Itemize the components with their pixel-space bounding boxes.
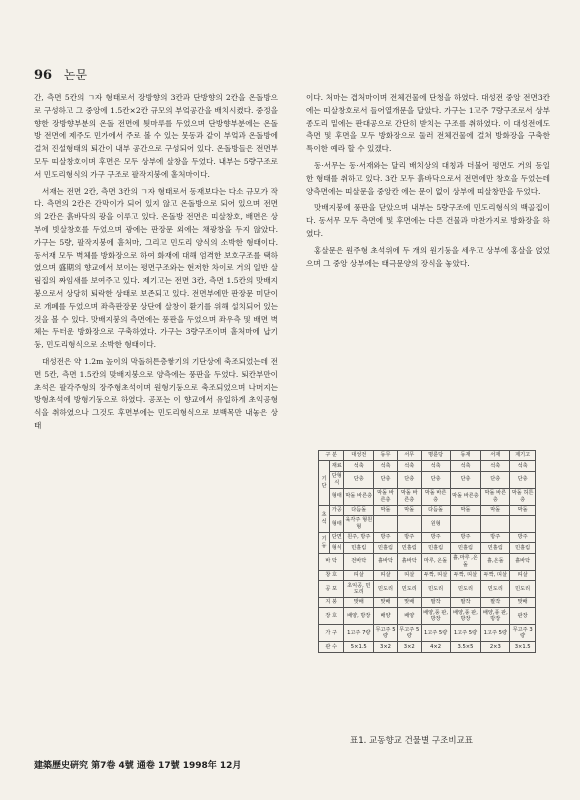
table-row [319,505,536,515]
table-cell: 무고주 3량 [510,625,536,642]
table-cell: 민도리 [421,581,450,598]
table-cell: 마루, 온돌 [421,553,450,570]
table-row [319,608,536,625]
table-row [319,570,536,580]
page-number: 96 [34,68,53,83]
table-header: 제기고 [510,451,536,461]
table-cell [510,516,536,533]
table-cell: 단층 [397,471,421,488]
table-cell: 3×2 [397,642,421,652]
table-cell: 3.5×5 [450,642,481,652]
table-cell: 막돌 [481,505,510,515]
table-cell: 단층 [374,471,398,488]
table-cell: 맞배 [374,598,398,608]
table-cell: 흙바닥 [374,553,398,570]
table-cell: 단층 [510,471,536,488]
table-cell: 배양,풍 판,방장 [481,608,510,625]
table-cell: 형태 [330,488,344,505]
paragraph: 대성전은 약 1.2m 높이의 막돌허튼층쌓기의 기단상에 축조되었는데 전면 5칸, 측면 1.5칸의 맞배지붕으로 양측에는 풍판을 두었다. 퇴칸부만이 초석은 팔각주형의 장주형초석이며 원형기둥으로 축조되었으며 나머지는 방형초석에 방형기둥으로 하였다. 공포는 이 향교에서 유일하게 초익공형식을 취하였으나 그것도 후면부에는 민도리형식으로 보백목만 내놓은 상태 [34,356,278,430]
table-cell: 두짝, 띠살 [481,570,510,580]
table-cell: 막돌 바른층 [481,488,510,505]
table-cell: 막돌 바른층 [421,488,450,505]
table-cell: 기단 [319,461,330,505]
table-cell: 다듬돌 [421,505,450,515]
table-cell: 초익공, 민도리 [344,581,374,598]
table-cell [481,516,510,533]
table-cell: 띠살 [510,570,536,580]
table-row [319,642,536,652]
table-cell: 장 호 [319,608,344,625]
table-cell: 띠살 [397,570,421,580]
table-cell: 흙바닥 [510,553,536,570]
table-row [319,625,536,642]
table-cell: 재료 [330,461,344,471]
table-cell: 지 붕 [319,598,344,608]
table-header: 동재 [450,451,481,461]
table-header: 대성전 [344,451,374,461]
table-cell: 띠살 [374,570,398,580]
table-cell: 막돌 [374,505,398,515]
table-cell: 단층 [481,471,510,488]
table-cell: 팔작 [421,598,450,608]
table-cell: 민흘림 [481,543,510,553]
table-cell: 석축 [344,461,374,471]
table-cell: 육각주 형원형 [344,516,374,533]
table-cell: 원형 [421,516,450,533]
table-cell: 민도리 [450,581,481,598]
table-cell: 석축 [397,461,421,471]
table-cell: 5×1.5 [344,642,374,652]
paragraph: 홍살문은 원주형 초석위에 두 개의 원기둥을 세우고 상부에 홍살을 얹었으며 그 중앙 상부에는 태극문양의 장식을 놓았다. [306,245,550,268]
table-cell: 다듬돌 [344,505,374,515]
table-cell: 막돌 [510,505,536,515]
table-cell: 두짝, 띠살 [450,570,481,580]
table-header: 구 분 [319,451,344,461]
table-cell: 흙,마루 ,온돌 [450,553,481,570]
table-cell: 4×2 [421,642,450,652]
table-cell: 관 수 [319,642,344,652]
table-header: 서무 [397,451,421,461]
table-cell: 단면 [330,533,344,543]
table-cell: 3×1.5 [510,642,536,652]
journal-footer: 建築歷史硏究 第7卷 4號 通卷 17號 1998年 12月 [34,761,242,771]
table-cell: 방주 [510,533,536,543]
table-cell: 형식 [330,543,344,553]
table-cell: 막돌 바른층 [374,488,398,505]
table-cell: 초석 [319,505,330,532]
table-cell: 방주 [374,533,398,543]
table-cell: 기둥 [319,533,330,554]
table-cell: 단층 [421,471,450,488]
table-cell: 방주 [481,533,510,543]
table-cell: 단층 [450,471,481,488]
table-cell: 흙바닥 [397,553,421,570]
table-cell: 형태 [330,516,344,533]
table-cell: 방주 [450,533,481,543]
table-cell: 막돌 [397,505,421,515]
table-cell: 배양,풍 판,방장 [450,608,481,625]
table-row [319,533,536,543]
table-row [319,581,536,598]
table-row [319,461,536,471]
table-cell: 민도리 [481,581,510,598]
table-header: 서재 [481,451,510,461]
table-caption: 표1. 교동향교 건물별 구조비교표 [350,736,473,746]
table-cell: 2×3 [481,642,510,652]
table-cell: 맞배 [344,598,374,608]
table-cell: 팔작 [481,598,510,608]
table-cell: 1고주 5량 [421,625,450,642]
table-cell: 단형식 [330,471,344,488]
table-cell: 팔작 [450,598,481,608]
table-cell: 막돌 허튼층 [510,488,536,505]
table-cell: 민흘림 [450,543,481,553]
table-cell: 흙,온돌 [481,553,510,570]
table-cell: 1고주 5량 [450,625,481,642]
table-cell: 배양 [397,608,421,625]
table-row [319,543,536,553]
paragraph: 이다. 처마는 겹처마이며 전체건물에 단청을 하였다. 대성전 중앙 전면3칸에는 띠살창호로서 들어열개문을 달았다. 가구는 1고주 7량구조로서 상부 종도리 밑에는 판대공으로 간단히 받치는 구조를 취하였다. 이 대성전에도 측면 및 후면을 모두 방화장으로 둘러 전체건물에 걸쳐 방화장을 구축한 특이한 예라 할 수 있겠다. [306,93,550,154]
table-cell: 석축 [510,461,536,471]
table-cell: 단층 [344,471,374,488]
table-cell [397,516,421,533]
table-cell: 석축 [421,461,450,471]
table-row [319,471,536,488]
table-row [319,553,536,570]
table-cell: 민흘림 [510,543,536,553]
table-cell: 막돌 바른층 [397,488,421,505]
table-cell: 민흘림 [374,543,398,553]
paragraph: 간, 측면 5칸의 ㄱ자 형태로서 장방향의 3칸과 단방향의 2칸을 온돌방으로 구성하고 그 중앙에 1.5칸×2칸 규모의 부엌공간을 배치시켰다. 중정을 향한 장방향부분의 온돌 전면에 툇마루를 두었으며 단방향부분에는 온돌방 전면에 제주도 민가에서 주로 볼 수 있는 뭇동과 같이 부엌과 온돌방에 걸쳐 진설형태의 퇴간이 내부 공간으로 구성되어 있다. 온돌방들은 전면부 모두 띠살창호이며 후면은 모두 상부에 살창을 두었다. 내부는 5량구조로서 민도리형식의 가구 구조로 팔작지붕에 홑처마이다. [34,93,278,179]
table-cell: 민흘림 [344,543,374,553]
table-header: 명륜당 [421,451,450,461]
table-cell [374,516,398,533]
table-cell: 가 구 [319,625,344,642]
table-cell: 전바닥 [344,553,374,570]
table-cell: 석축 [450,461,481,471]
table-cell: 창 호 [319,570,344,580]
table-cell: 띠살 [344,570,374,580]
table-cell: 민도리 [374,581,398,598]
table-cell: 방주 [421,533,450,543]
table-cell: 민도리 [397,581,421,598]
table-cell: 석축 [481,461,510,471]
page-header [34,66,87,83]
table-cell: 배양,풍 판,방장 [421,608,450,625]
table-header: 동무 [374,451,398,461]
section-label: 논문 [63,68,88,82]
table-cell: 1고주 5량 [481,625,510,642]
table-cell: 방주 [397,533,421,543]
right-column [306,92,550,274]
table-cell: 원주, 방주 [344,533,374,543]
table-cell: 무고주 5량 [397,625,421,642]
table-cell: 막돌 바른층 [344,488,374,505]
table-cell [450,516,481,533]
paragraph: 맛배지붕에 풍판을 닫았으며 내부는 5량구조에 민도리형식의 백골집이다. 동서무 모두 측면에 및 후면에는 다른 건물과 마찬가지로 방화장을 하였다. [306,203,550,238]
table-cell: 맞배 [510,598,536,608]
table-row [319,488,536,505]
table-cell: 막돌 바른층 [450,488,481,505]
table-cell: 석축 [374,461,398,471]
table-cell: 민흘림 [397,543,421,553]
table-cell: 1고주 7량 [344,625,374,642]
table-row [319,516,536,533]
table-cell: 가공 [330,505,344,515]
paragraph: 동·서무는 동·서재와는 달리 배치상의 대칭과 더불어 평면도 거의 동일한 형태를 취하고 있다. 3칸 모두 흙바닥으로서 전면에만 창호을 두었는데 양측면에는 띠살문을 중앙칸 에는 문이 없이 상부에 띠살창만을 두었다. [306,160,550,196]
table-cell: 민흘림 [421,543,450,553]
table-cell: 3×2 [374,642,398,652]
table-cell: 민도리 [510,581,536,598]
table-cell: 두짝, 띠살 [421,570,450,580]
table-cell: 판장 [510,608,536,625]
table-cell: 배양, 방장 [344,608,374,625]
table-cell: 공 포 [319,581,344,598]
table-cell: 맞배 [397,598,421,608]
left-column [34,92,278,437]
table-cell: 배양 [374,608,398,625]
table-cell: 무고주 5량 [374,625,398,642]
structure-table [318,450,536,653]
table-row [319,598,536,608]
table-cell: 바 닥 [319,553,344,570]
table-cell: 막돌 [450,505,481,515]
paragraph: 서재는 전면 2칸, 측면 3칸의 ㄱ자 형태로서 동재보다는 다소 규모가 작다. 측면의 2칸은 간막이가 되어 있지 않고 온돌방으로 되어 있으며 전면의 2칸은 흙바닥의 광을 이루고 있다. 온돌방 전면은 띠살창호, 배면은 상부에 빗살창호를 두었으며 광에는 판장문 외에는 채광창을 두지 않았다. 가구는 5량, 팔작지붕에 홑처마, 그리고 민도리 양식의 소박한 형태이다. 동서재 모두 벽체를 방화장으로 하여 화재에 대해 엄격한 보호구조를 택하였으며 盛期의 향교에서 보이는 평면구조와는 현저한 차이로 거의 일반 살림집의 짜임새를 보여주고 있다. 제기고는 전면 3칸, 측면 1.5칸의 맛배지붕으로서 상당히 퇴락한 상태로 보존되고 있다. 전면부에만 판장문 미닫이로 개폐를 두었으며 좌측판장문 상단에 살창이 환기를 위해 설치되어 있는 것을 볼 수 있다. 맛배지붕의 측면에는 풍판을 두었으며 좌우측 및 배면 벽체는 두터운 방화장으로 구축하였다. 가구는 3량구조이며 홑처마에 납기둥, 민도리형식으로 소박한 형태이다. [34,186,278,350]
